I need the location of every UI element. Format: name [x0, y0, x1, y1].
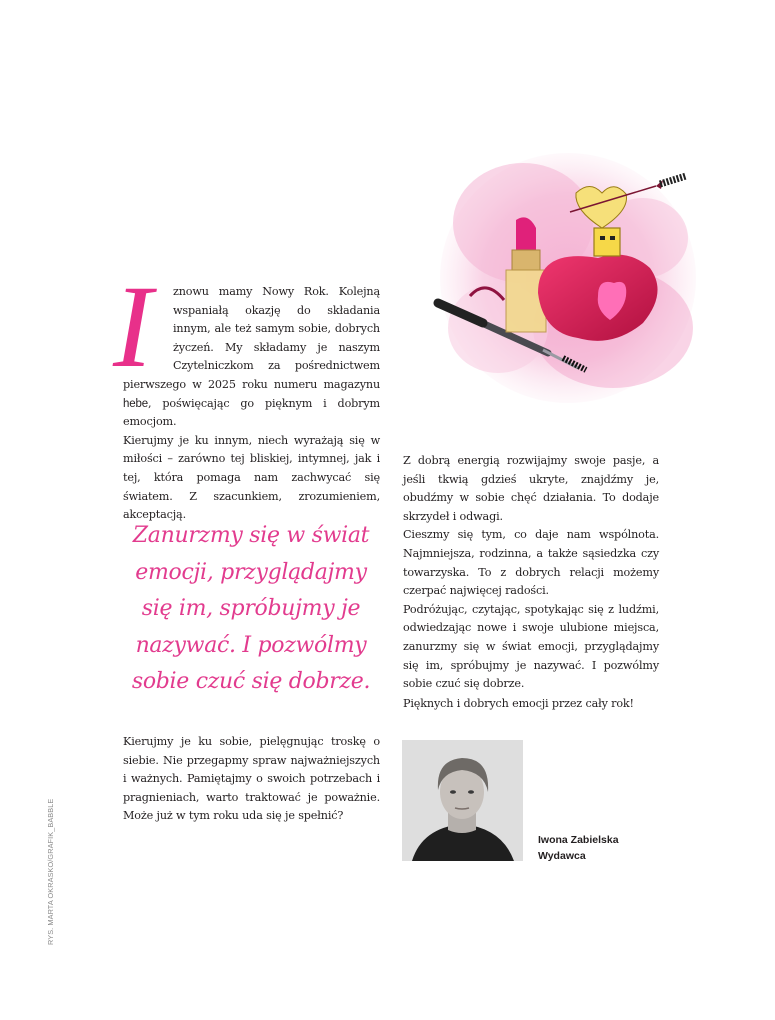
signature-name: Iwona Zabielska [538, 834, 619, 846]
right-column-text [403, 452, 659, 694]
publisher-portrait [402, 740, 523, 861]
beauty-illustration [428, 128, 700, 418]
closing-text: Pięknych i dobrych emocji przez cały rok! [403, 697, 634, 710]
closing-wish [403, 695, 659, 714]
portrait-photo [402, 740, 523, 861]
illustration-credit: RYS. MARTA OKRASKO/GRAFIK_BABBLE [46, 798, 55, 945]
drop-cap: I [113, 261, 153, 392]
right-paragraph-2: Cieszmy się tym, co daje nam wspólnota. Najmniejsza, rodzinna, a także sąsiedzka czy towarzyska. To z dobrych relacji możemy czerpać najwięcej radości. [403, 528, 659, 598]
signature [538, 832, 619, 864]
intro-text-end: , poświęcając go pięknym i dobrym emocjom. [123, 396, 380, 429]
pull-quote: Zanurzmy się w świat emocji, przyglądajmy się im, spróbujmy je nazywać. I pozwólmy sobie czuć się dobrze. [131, 523, 371, 694]
intro-paragraph [113, 261, 380, 432]
magazine-brand: hebe [123, 397, 148, 410]
signature-role: Wydawca [538, 850, 586, 862]
left-lower-text [123, 733, 380, 826]
left-lower-paragraph: Kierujmy je ku sobie, pielęgnując troskę o siebie. Nie przegapmy spraw najważniejszych i ważnych. Pamiętajmy o swoich potrzebach i pragnieniach, warto traktować je poważnie. Może już w tym roku uda się je spełnić? [123, 735, 380, 823]
intro-text-start: znowu mamy Nowy Rok. Kolejną wspaniałą okazję do składania innym, ale też samym sobie, dobrych życzeń. My składamy je naszym Czytelniczkom za pośrednictwem pierwszego w 2025 roku numeru magazynu [123, 285, 380, 391]
right-paragraph-3: Podróżując, czytając, spotykając się z ludźmi, odwiedzając nowe i swoje ulubione miejsca, zanurzmy się w świat emocji, przyglądajmy się im, spróbujmy je nazywać. I pozwólmy sobie czuć się dobrze. [403, 602, 659, 691]
intro-paragraph-2: Kierujmy je ku innym, niech wyrażają się w miłości – zarówno tej bliskiej, intymnej, jak i tej, która pomaga nam zachwycać się światem. Z szacunkiem, zrozumieniem, akceptacją. [123, 433, 380, 522]
right-paragraph-1: Z dobrą energią rozwijajmy swoje pasje, a jeśli tkwią gdzieś ukryte, znajdźmy je, obudźmy w sobie chęć działania. To dodaje skrzydeł i odwagi. [403, 454, 659, 523]
intro-text-block [113, 261, 380, 525]
